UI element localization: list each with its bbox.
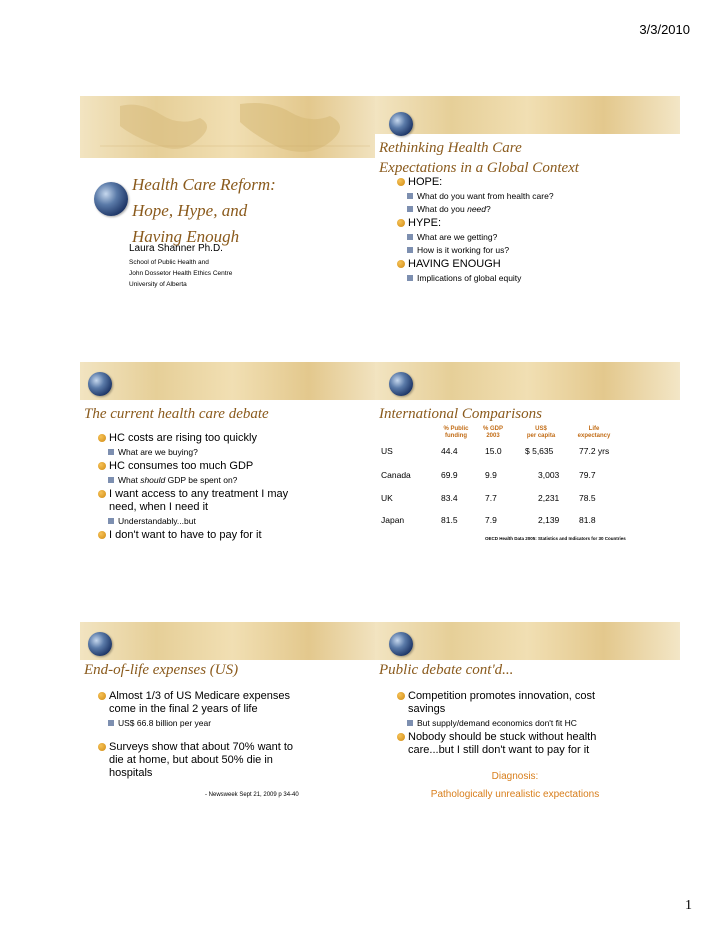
slide-current-debate xyxy=(80,362,385,562)
source-note: OECD Health Data 2005: Statistics and Indicators for 30 Countries xyxy=(485,536,626,541)
affiliation-line: University of Alberta xyxy=(129,281,187,288)
slide-public-debate xyxy=(375,622,680,822)
bullet-icon xyxy=(98,531,106,539)
table-cell: 79.7 xyxy=(579,470,596,480)
author-name: Laura Shanner Ph.D. xyxy=(129,243,223,254)
title-line: Rethinking Health Care xyxy=(379,140,522,156)
comparison-table xyxy=(375,362,680,562)
item-text: come in the final 2 years of life xyxy=(109,703,258,715)
table-cell: Canada xyxy=(381,470,411,480)
slide-title xyxy=(80,96,385,296)
title-line: Health Care Reform: xyxy=(132,175,276,194)
list-item xyxy=(397,176,677,189)
square-bullet-icon xyxy=(407,720,413,726)
affiliation-line: John Dossetor Health Ethics Centre xyxy=(129,270,233,277)
banner xyxy=(375,96,680,134)
list-item xyxy=(397,258,677,271)
list-item xyxy=(98,717,383,729)
bullet-list xyxy=(98,430,383,542)
list-item xyxy=(98,432,383,445)
item-text: What are we getting? xyxy=(417,232,498,242)
square-bullet-icon xyxy=(108,518,114,524)
item-text: HYPE: xyxy=(408,217,442,229)
item-text: What are we buying? xyxy=(118,447,198,457)
table-cell: 15.0 xyxy=(485,446,502,456)
banner xyxy=(80,362,385,400)
bullet-icon xyxy=(397,692,405,700)
slide-international-comparisons xyxy=(375,362,680,562)
item-text: HC costs are rising too quickly xyxy=(109,432,257,444)
square-bullet-icon xyxy=(108,449,114,455)
item-text: Implications of global equity xyxy=(417,273,522,283)
item-text: But supply/demand economics don't fit HC xyxy=(417,718,577,728)
item-text: What do you want from health care? xyxy=(417,191,554,201)
item-text: I don't want to have to pay for it xyxy=(109,529,262,541)
slide-title-text: Public debate cont'd... xyxy=(379,662,514,678)
globe-icon xyxy=(88,372,112,396)
bullet-icon xyxy=(98,692,106,700)
table-header xyxy=(519,426,563,440)
list-item xyxy=(397,272,677,284)
slide-title-text xyxy=(132,172,276,250)
spacer xyxy=(98,729,383,739)
banner xyxy=(375,622,680,660)
item-text: What xyxy=(118,475,141,485)
table-cell: 3,003 xyxy=(538,470,560,480)
world-map-banner xyxy=(80,96,385,158)
list-item xyxy=(98,446,383,458)
item-text: What do you xyxy=(417,204,468,214)
item-emphasis: need xyxy=(467,204,487,214)
slide-end-of-life xyxy=(80,622,385,822)
item-text: Competition promotes innovation, cost xyxy=(408,690,596,702)
list-item xyxy=(98,529,383,542)
list-item xyxy=(397,731,677,757)
table-cell: 7.7 xyxy=(485,493,497,503)
slide-title-text: International Comparisons xyxy=(379,406,542,422)
header-line: expectancy xyxy=(577,433,611,439)
table-cell: US xyxy=(381,446,393,456)
item-text: ? xyxy=(486,204,491,214)
affiliation xyxy=(129,257,232,290)
header-line: % Public xyxy=(443,426,469,432)
table-cell: 2,231 xyxy=(538,493,560,503)
item-text: hospitals xyxy=(109,767,153,779)
citation: - Newsweek Sept 21, 2009 p 34-40 xyxy=(205,792,299,798)
item-text: Understandably...but xyxy=(118,516,196,526)
world-map-icon xyxy=(80,96,385,158)
diagnosis-label: Diagnosis: xyxy=(491,771,539,782)
table-header xyxy=(569,426,619,440)
header-line: 2003 xyxy=(486,433,500,439)
affiliation-line: School of Public Health and xyxy=(129,259,209,266)
slide-title-text xyxy=(379,138,579,178)
table-cell: 9.9 xyxy=(485,470,497,480)
slide-title-text: End-of-life expenses (US) xyxy=(84,662,239,678)
bullet-icon xyxy=(397,733,405,741)
table-header xyxy=(475,426,511,440)
slide-rethinking xyxy=(375,96,680,296)
table-cell: 83.4 xyxy=(441,493,458,503)
header-line: funding xyxy=(445,433,467,439)
table-cell: 81.8 xyxy=(579,515,596,525)
item-text: HAVING ENOUGH xyxy=(408,258,501,270)
square-bullet-icon xyxy=(407,275,413,281)
item-text: HC consumes too much GDP xyxy=(109,460,254,472)
diagnosis xyxy=(395,768,635,804)
table-cell: 44.4 xyxy=(441,446,458,456)
item-text: HOPE: xyxy=(408,176,443,188)
list-item xyxy=(397,190,677,202)
table-cell: UK xyxy=(381,493,393,503)
list-item xyxy=(98,515,383,527)
page-number: 1 xyxy=(685,898,692,913)
item-emphasis: should xyxy=(140,475,166,485)
square-bullet-icon xyxy=(407,247,413,253)
globe-icon xyxy=(389,112,413,136)
bullet-icon xyxy=(397,178,405,186)
square-bullet-icon xyxy=(108,720,114,726)
bullet-icon xyxy=(98,434,106,442)
header-line: Life xyxy=(588,426,600,432)
item-text: US$ 66.8 billion per year xyxy=(118,718,212,728)
table-cell: 81.5 xyxy=(441,515,458,525)
title-line: Having Enough xyxy=(132,227,240,246)
title-line: Hope, Hype, and xyxy=(132,201,248,220)
globe-icon xyxy=(94,182,128,216)
table-cell: 7.9 xyxy=(485,515,497,525)
square-bullet-icon xyxy=(407,234,413,240)
bullet-icon xyxy=(98,743,106,751)
list-item xyxy=(397,203,677,215)
banner xyxy=(80,622,385,660)
bullet-icon xyxy=(397,219,405,227)
list-item xyxy=(98,488,383,514)
header-date: 3/3/2010 xyxy=(639,22,690,37)
bullet-icon xyxy=(397,260,405,268)
table-cell: 78.5 xyxy=(579,493,596,503)
list-item xyxy=(98,690,383,716)
table-cell: 2,139 xyxy=(538,515,560,525)
table-header xyxy=(432,426,480,440)
item-text: Surveys show that about 70% want to xyxy=(109,741,294,753)
square-bullet-icon xyxy=(108,477,114,483)
header-line: % GDP xyxy=(482,426,503,432)
globe-icon xyxy=(88,632,112,656)
item-text: savings xyxy=(408,703,446,715)
bullet-icon xyxy=(98,462,106,470)
list-item xyxy=(98,741,383,780)
bullet-list xyxy=(397,688,677,757)
header-line: per capita xyxy=(526,433,556,439)
slide-title-text: The current health care debate xyxy=(84,406,269,422)
diagnosis-text: Pathologically unrealistic expectations xyxy=(430,789,600,800)
item-text: die at home, but about 50% die in xyxy=(109,754,273,766)
globe-icon xyxy=(389,632,413,656)
item-text: care...but I still don't want to pay for it xyxy=(408,744,590,756)
bullet-icon xyxy=(98,490,106,498)
item-text: Nobody should be stuck without health xyxy=(408,731,597,743)
list-item xyxy=(397,217,677,230)
item-text: need, when I need it xyxy=(109,501,209,513)
list-item xyxy=(397,717,677,729)
table-cell: 69.9 xyxy=(441,470,458,480)
list-item xyxy=(397,244,677,256)
item-text: GDP be spent on? xyxy=(165,475,238,485)
square-bullet-icon xyxy=(407,206,413,212)
bullet-list xyxy=(98,688,383,780)
list-item xyxy=(98,460,383,473)
list-item xyxy=(397,231,677,243)
item-text: I want access to any treatment I may xyxy=(109,488,289,500)
square-bullet-icon xyxy=(407,193,413,199)
header-line: US$ xyxy=(535,426,547,432)
list-item xyxy=(397,690,677,716)
item-text: Almost 1/3 of US Medicare expenses xyxy=(109,690,290,702)
list-item xyxy=(98,474,383,486)
title-line: Expectations in a Global Context xyxy=(379,160,579,176)
table-cell: 77.2 yrs xyxy=(579,446,610,456)
item-text: How is it working for us? xyxy=(417,245,510,255)
table-cell: $ 5,635 xyxy=(525,446,554,456)
bullet-list xyxy=(397,174,677,284)
table-cell: Japan xyxy=(381,515,405,525)
